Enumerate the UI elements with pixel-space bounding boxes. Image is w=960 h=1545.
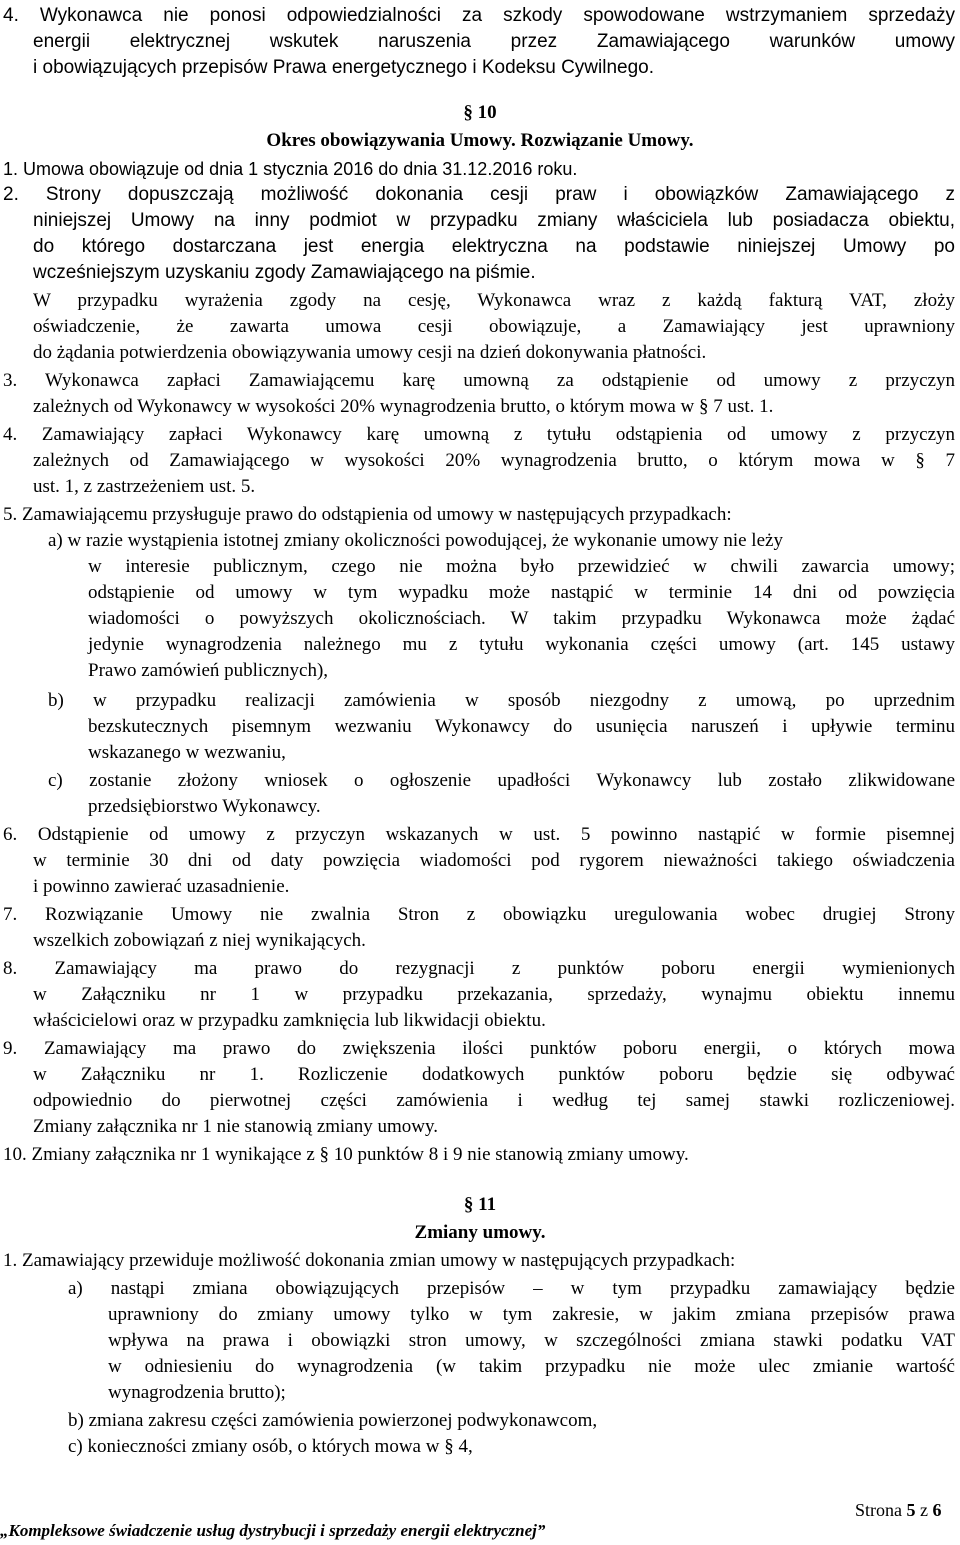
text-line: 1. Umowa obowiązuje od dnia 1 stycznia 2016 do dnia 31.12.2016 roku. [3, 159, 578, 179]
text-line: bezskutecznych pisemnym wezwaniu Wykonawcy do usunięcia naruszeń i upływie terminu [88, 716, 955, 737]
text-line: wcześniejszym uzyskaniu zgody Zamawiającego na piśmie. [33, 262, 536, 283]
text-line: w Załączniku nr 1. Rozliczenie dodatkowych punktów poboru będzie się odbywać [33, 1064, 955, 1085]
text-line: 3. Wykonawca zapłaci Zamawiającemu karę umowną za odstąpienie od umowy z przyczyn [3, 370, 955, 391]
text-line: 5. Zamawiającemu przysługuje prawo do odstąpienia od umowy w następujących przypadkach: [3, 504, 732, 525]
text-line: wskazanego w wezwaniu, [88, 742, 286, 763]
text-line: 1. Zamawiający przewiduje możliwość dokonania zmian umowy w następujących przypadkach: [3, 1250, 736, 1271]
text-line: właścicielowi oraz w przypadku zamknięcia lub likwidacji obiektu. [33, 1010, 546, 1031]
text-line: § 11 [463, 1194, 497, 1215]
text-line: wpływa na prawa i obowiązki stron umowy, w szczególności zmiana stawki podatku VAT [108, 1330, 955, 1351]
text-line: zależnych od Zamawiającego w wysokości 20% wynagrodzenia brutto, o którym mowa w § 7 [33, 450, 955, 471]
page-prefix: Strona [855, 1500, 907, 1520]
text-line: W przypadku wyrażenia zgody na cesję, Wykonawca wraz z każdą fakturą VAT, złoży [33, 290, 955, 311]
text-line: oświadczenie, że zawarta umowa cesji obowiązuje, a Zamawiający jest uprawniony [33, 316, 955, 337]
footer-title: „Kompleksowe świadczenie usług dystrybucji i sprzedaży energii elektrycznej” [0, 1521, 546, 1540]
page-current: 5 [906, 1500, 916, 1520]
text-line: Zmiany załącznika nr 1 nie stanowią zmiany umowy. [33, 1116, 439, 1137]
text-line: w odniesieniu do wynagrodzenia (w takim przypadku nie może ulec zmianie wartość [108, 1356, 955, 1377]
text-line: c) zostanie złożony wniosek o ogłoszenie upadłości Wykonawcy lub zostało zlikwidowane [48, 770, 955, 791]
text-line: b) zmiana zakresu części zamówienia powierzonej podwykonawcom, [68, 1410, 598, 1431]
text-line: energii elektrycznej wskutek naruszenia przez Zamawiającego warunków umowy [33, 31, 955, 52]
page-mid: z [915, 1500, 933, 1520]
text-line: b) w przypadku realizacji zamówienia w sposób niezgodny z umową, po uprzednim [48, 690, 955, 711]
text-line: ust. 1, z zastrzeżeniem ust. 5. [33, 476, 256, 497]
page-number [855, 1497, 957, 1523]
text-line: wiadomości o powyższych okolicznościach. W takim przypadku Wykonawca może żądać [88, 608, 955, 629]
text-line: 4. Zamawiający zapłaci Wykonawcy karę umowną z tytułu odstąpienia od umowy z przyczyn [3, 424, 955, 445]
text-line: 9. Zamawiający ma prawo do zwiększenia ilości punktów poboru energii, o których mowa [3, 1038, 955, 1059]
page-total: 6 [932, 1500, 942, 1520]
text-line: i obowiązujących przepisów Prawa energetycznego i Kodeksu Cywilnego. [33, 57, 654, 78]
text-line: Prawo zamówień publicznych), [88, 660, 329, 681]
text-line: 6. Odstąpienie od umowy z przyczyn wskazanych w ust. 5 powinno nastąpić w formie pisemnej [3, 824, 955, 845]
text-line: odpowiednio do pierwotnej części zamówienia i według tej samej stawki rozliczeniowej. [33, 1090, 955, 1111]
text-line: 7. Rozwiązanie Umowy nie zwalnia Stron z obowiązku uregulowania wobec drugiej Strony [3, 904, 955, 925]
text-line: odstąpienie od umowy w tym wypadku może nastąpić w terminie 14 dni od powzięcia [88, 582, 955, 603]
text-line: przedsiębiorstwo Wykonawcy. [88, 796, 321, 817]
text-line: do którego dostarczana jest energia elektryczna na podstawie niniejszej Umowy po [33, 236, 955, 257]
text-line: jedynie wynagrodzenia należnego mu z tytułu wykonania części umowy (art. 145 ustawy [88, 634, 955, 655]
text-line: Zmiany umowy. [414, 1222, 546, 1243]
text-line: a) nastąpi zmiana obowiązujących przepisów – w tym przypadku zamawiający będzie [68, 1278, 955, 1299]
text-line: w terminie 30 dni od daty powzięcia wiadomości pod rygorem nieważności takiego oświadczenia [33, 850, 955, 871]
text-line: uprawniony do zmiany umowy tylko w tym zakresie, w jakim zmiana przepisów prawa [108, 1304, 955, 1325]
text-line: wynagrodzenia brutto); [108, 1382, 286, 1403]
text-line: § 10 [463, 102, 497, 123]
text-line: 2. Strony dopuszczają możliwość dokonania cesji praw i obowiązków Zamawiającego z [3, 184, 955, 205]
text-line: do żądania potwierdzenia obowiązywania umowy cesji na dzień dokonywania płatności. [33, 342, 707, 363]
text-line: zależnych od Wykonawcy w wysokości 20% wynagrodzenia brutto, o którym mowa w § 7 ust. 1. [33, 396, 774, 417]
text-line: niniejszej Umowy na inny podmiot w przypadku zmiany właściciela lub posiadacza obiektu, [33, 210, 955, 231]
text-line: i powinno zawierać uzasadnienie. [33, 876, 290, 897]
text-line: 8. Zamawiający ma prawo do rezygnacji z punktów poboru energii wymienionych [3, 958, 955, 979]
text-line: wszelkich zobowiązań z niej wynikających. [33, 930, 366, 951]
text-line: c) konieczności zmiany osób, o których mowa w § 4, [68, 1436, 473, 1457]
text-line: 4. Wykonawca nie ponosi odpowiedzialności za szkody spowodowane wstrzymaniem sprzedaży [3, 5, 955, 26]
text-line: a) w razie wystąpienia istotnej zmiany okoliczności powodującej, że wykonanie umowy nie leży [48, 530, 783, 551]
text-line: Okres obowiązywania Umowy. Rozwiązanie Umowy. [266, 130, 694, 151]
text-line: w interesie publicznym, czego nie można było przewidzieć w chwili zawarcia umowy; [88, 556, 955, 577]
text-line: w Załączniku nr 1 w przypadku przekazania, sprzedaży, wynajmu obiektu innemu [33, 984, 955, 1005]
text-line: 10. Zmiany załącznika nr 1 wynikające z § 10 punktów 8 i 9 nie stanowią zmiany umowy. [3, 1144, 689, 1165]
